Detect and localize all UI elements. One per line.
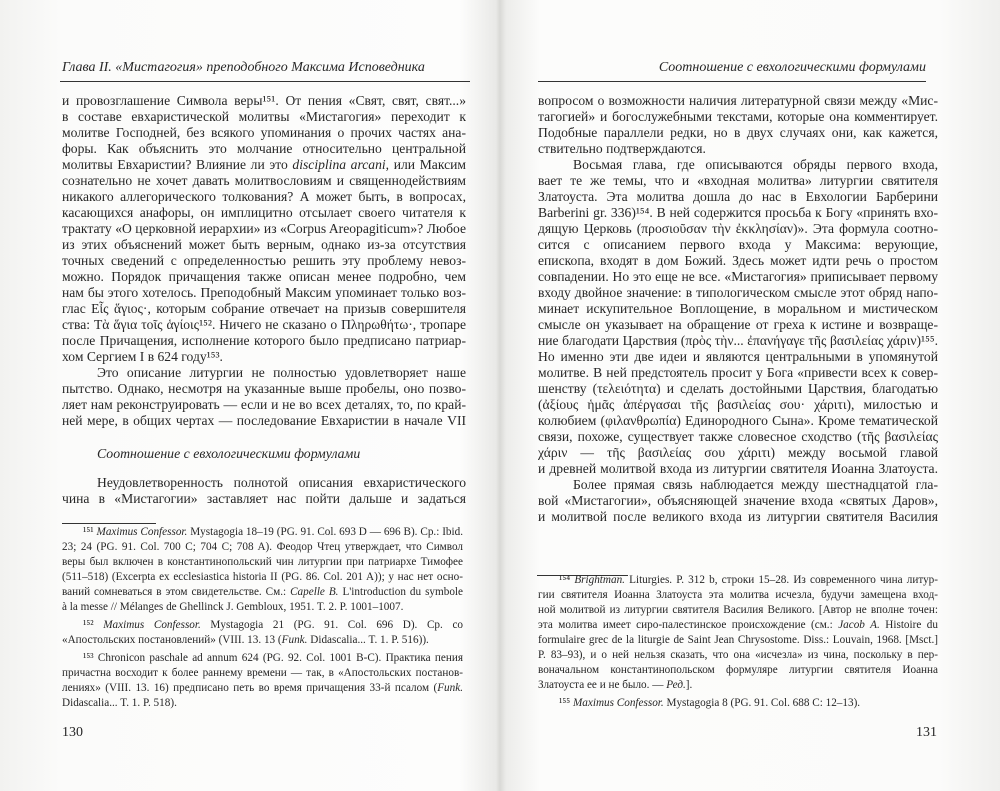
main-text-continued [62,475,466,507]
text-line [62,221,466,237]
text-line [538,573,938,588]
text-line [62,365,466,381]
text-run: сознательно не хочет давать молитвословиям и священнодействиям [62,173,466,188]
text-run: ной молитвой из литургии святителя Василия Великого. [Автор не вполне точен: [538,604,938,616]
text-line [62,491,466,507]
text-run: Liturgies. P. 312 b, строки 15–28. Из современного чина литур- [624,574,938,586]
text-run: тагогией» и богослужебными текстами, которые она комментирует. [538,109,938,124]
text-line [538,588,938,603]
text-run: никакого аллегорического толкования? А может быть, в вопросах, [62,189,466,204]
text-line [62,540,463,555]
text-run: Didascalia... T. 1. P. 518). [62,697,177,709]
italic-run: Maximus Confessor. [572,697,664,709]
text-run: форы. Как объяснить это молчание относительно центральной [62,141,466,156]
text-run: Златоуста ее и не было. — [538,679,667,691]
text-line [538,269,938,285]
text-run: L'introduction du symbole [338,586,463,598]
text-line [538,493,938,509]
text-run: лениях» (VIII. 13. 16) предписано петь во время причащения 33-й псалом ( [62,682,438,694]
text-run: в составе евхаристической молитвы «Мистагогия» переходит к [62,109,466,124]
text-run: Восьмая глава, где описываются обряды первого входа, [573,157,938,172]
main-text [62,93,466,429]
text-line [62,570,463,585]
text-run: ляет нам реконструировать — если и не во всех деталях, то, по край- [62,397,466,412]
italic-run: Maximus Confessor. [96,526,188,538]
text-run: вает те же темы, что и «входная молитва» литургии святителя [538,173,938,188]
text-run: à la messe // Mélanges de Ghellinck J. Gembloux, 1951. T. 2. P. 1001–1007. [62,601,404,613]
text-line [538,125,938,141]
text-line [538,253,938,269]
text-line [62,681,463,696]
text-run: ¹⁵⁵ [559,697,573,709]
text-run: смысле он указывает на обращение от греха к истине и возвраще- [538,317,938,332]
running-header: Глава II. «Мистагогия» преподобного Максима Исповедника [62,60,425,75]
text-line [62,600,463,615]
text-line [62,269,466,285]
text-run: ней мере, в общих чертах — последование Евхаристии в начале VII [62,413,466,428]
text-run: минает искупительное Воплощение, в моральном и мистическом [538,301,938,316]
text-run: ние благодати Царствия (πρὸς τὴν... ἐπανήγαγε τῆς βασιλείας χάριν)¹⁵⁵. [538,333,938,348]
text-run: Это описание литургии не полностью удовлетворяет наше [97,365,466,380]
text-run: (ἀξίους ἡμᾶς ἀπέργασαι τῆς βασιλείας σου· χάριτι), милостью и [538,397,938,412]
text-line [538,397,938,413]
text-run: χάριν — τῆς βασιλείας σου χάριτι) между восьмой главой [538,445,938,460]
text-run: трактату «О церковной иерархии» из «Corpus Areopagiticum»? Любое [62,221,466,236]
text-line [538,663,938,678]
text-run: совпадении. Но это еще не все. «Мистагогия» приписывает первому [538,269,938,284]
text-line [62,475,466,491]
text-line [538,93,938,109]
text-run: ¹⁵³ Chronicon paschale ad annum 624 (PG. 92. Col. 1001 B-C). Практика пения [83,652,463,664]
text-line [538,109,938,125]
text-line [62,301,466,317]
text-run: 23; 24 (PG. 91. Col. 700 C; 704 C; 708 A). Феодор Чтец утверждает, что Символ [62,541,463,553]
text-line [538,333,938,349]
header-rule [538,81,926,82]
text-line [62,93,466,109]
text-line [538,237,938,253]
text-line [538,157,938,173]
text-line [538,633,938,648]
text-line [538,141,938,157]
text-line [538,205,938,221]
text-run: молитвы Евхаристии? Влияние ли это [62,157,293,172]
text-line [62,651,463,666]
text-line [62,125,466,141]
text-run: шенству (τελειότητα) и сделать достойными Царствия, благодатью [538,381,938,396]
text-line [62,555,463,570]
footnotes [62,525,463,714]
text-run: касающихся анафоры, он имплицитно отсылает своего читателя к [62,205,466,220]
text-run: (511–518) (Excerpta ex ecclesiastica historia II (PG. 86. Col. 201 A)); у нас нет осно- [62,571,463,583]
text-run: глас Εἷς ἅγιος·, которым собрание отвечает на призыв совершителя [62,301,466,316]
text-line [538,429,938,445]
text-run: ]. [685,679,693,691]
footnotes [538,573,938,714]
text-line [62,253,466,269]
text-run: ствительно подтверждаются. [538,141,706,156]
text-run: Histoire du [879,619,938,631]
text-line [538,285,938,301]
text-line [62,696,463,711]
text-run: эта молитва имеет сиро-палестинское происхождение (см.: [538,619,839,631]
text-line [538,365,938,381]
text-run: Неудовлетворенность полнотой описания евхаристического [97,475,466,490]
text-run: Mystagogia 18–19 (PG. 91. Col. 693 D — 696 B). Ср.: Ibid. [187,526,463,538]
text-line [538,381,938,397]
text-line [62,141,466,157]
text-run: и молитвой после великого входа из литургии святителя Василия [538,509,938,524]
text-run: Подобные параллели редки, но в двух случаях они, как кажется, [538,125,938,140]
text-line [62,109,466,125]
text-line [538,173,938,189]
text-line [538,618,938,633]
footnote [62,651,463,711]
text-run: P. 83–93), и о ней нельзя сказать, что она «исчезла» из чина, поскольку в пер- [538,649,938,661]
footnote [62,525,463,615]
text-run: дящую Церковь (προσιοῦσαν τὴν ἐκκλησίαν)». Эта формула соотно- [538,221,938,236]
text-run: входу двойное значение: в типологическом смысле этот обряд напо- [538,285,938,300]
text-line [538,189,938,205]
text-run: из этих объяснений может быть верным, однако из-за отсутствия [62,237,466,252]
text-line [538,301,938,317]
text-run: колюбием (φιλανθρωπία) Единородного Сына». Кроме тематической [538,413,938,428]
section-heading: Соотношение с евхологическими формулами [97,446,361,461]
text-run: ства: Τὰ ἅγια τοῖς ἁγίοις¹⁵². Ничего не сказано о Πληρωθήτω·, тропаре [62,317,466,332]
text-run: Mystagogia 21 (PG. 91. Col. 696 D). Ср. со [210,619,463,631]
text-line [538,648,938,663]
text-run: formulaire grec de la liturgie de Saint Jean Chrysostome. Diss.: Louvain, 1968. [Msct.] [538,634,938,646]
footnote-rule [62,523,156,524]
text-line [62,189,466,205]
italic-run: Capelle B. [290,586,339,598]
text-line [538,509,938,525]
footnote [538,573,938,693]
text-line [62,633,463,648]
text-run: молитве Господней, без всякого упоминания о прочих частях ана- [62,125,466,140]
text-run: и древней молитвой входа из литургии святителя Иоанна Златоуста. [538,461,938,476]
text-line [62,237,466,253]
italic-run: Jacob A. [838,619,880,631]
text-run: нам бы этого хотелось. Преподобный Максим упоминает только воз- [62,285,466,300]
text-line [62,349,466,365]
text-line [62,618,463,633]
footnote [62,618,463,648]
text-run: Но именно эти две идеи и являются центральными в упомянутой [538,349,938,364]
right-page [500,0,1000,791]
text-line [538,678,938,693]
italic-run: Maximus Confessor. [103,619,201,631]
text-run: можно. Порядок причащения также описан менее подробно, чем [62,269,466,284]
text-line [538,445,938,461]
text-run: вой «Мистагогии», объясняющей значение входа «святых Даров», [538,493,938,508]
italic-run: disciplina arcani [292,157,386,172]
italic-run: Brightman. [574,574,625,586]
text-run: связи, похоже, существует также словесное сходство (τῆς βασιλείας [538,429,938,444]
header-rule [60,81,470,82]
text-run: Barberini gr. 336)¹⁵⁴. В ней содержится просьба к Богу «принять вхо- [538,205,938,220]
text-line [62,317,466,333]
running-header: Соотношение с евхологическими формулами [658,60,926,75]
text-run: воначальном константинопольском формуляре литургии святителя Иоанна [538,664,938,676]
italic-run: Ред. [666,679,686,691]
text-line [62,157,466,173]
text-run: чина в «Мистагогии» заставляет нас пойти дальше и задаться [62,491,466,506]
text-line [538,317,938,333]
text-line [538,477,938,493]
footnote [538,696,938,711]
text-line [538,461,938,477]
page-number: 130 [62,725,83,740]
text-run: епископа, входят в дом Божий. Здесь может идти речь о простом [538,253,938,268]
text-line [62,285,466,301]
text-run: Didascalia... T. 1. P. 516)). [307,634,429,646]
italic-run: Funk. [281,634,308,646]
text-run: сится с описанием первого входа у Максима: верующие, [538,237,938,252]
text-line [62,397,466,413]
text-run: ¹⁵⁴ [559,574,575,586]
text-line [62,205,466,221]
text-line [538,603,938,618]
text-run: , или Максим [385,157,466,172]
text-run: вопросом о возможности наличия литературной связи между «Мис- [538,93,938,108]
main-text [538,93,938,525]
text-run: Златоуста. Эта молитва дошла до нас в Евхологии Барберини [538,189,938,204]
text-line [538,413,938,429]
text-line [538,221,938,237]
text-run: точных сведений с определенностью решить эту проблему невоз- [62,253,466,268]
text-line [62,525,463,540]
text-run: хом Сергием I в 624 году¹⁵³. [62,349,223,364]
text-run: гии святителя Иоанна Златоуста эта молитва исчезла, будучи замещена вход- [538,589,938,601]
text-run: после Причащения, исполнение которого было предписано патриар- [62,333,466,348]
text-run: Более прямая связь наблюдается между шестнадцатой гла- [573,477,938,492]
text-run: ваний сомневаться в этом свидетельстве. См.: [62,586,291,598]
text-line [62,173,466,189]
text-line [62,413,466,429]
text-line [62,381,466,397]
text-run: причастна восходит к более раннему времени — так, в «Апостольских постанов- [62,667,463,679]
text-line [538,349,938,365]
text-line [62,585,463,600]
text-line [62,333,466,349]
text-run: «Апостольских постановлений» (VIII. 13. 13 ( [62,634,282,646]
page-number: 131 [916,725,937,740]
text-run: Mystagogia 8 (PG. 91. Col. 688 C: 12–13). [663,697,861,709]
text-line [538,696,938,711]
italic-run: Funk. [437,682,463,694]
text-run: ¹⁵¹ [83,526,97,538]
text-run: ¹⁵² [83,619,104,631]
text-line [62,666,463,681]
text-run: и провозглашение Символа веры¹⁵¹. От пения «Свят, свят, свят...» [62,93,466,108]
text-run: молитве. В ней предстоятель просит у Бога «привести всех к совер- [538,365,938,380]
text-run: веры был включен в константинопольский чин литургии при патриархе Тимофее [62,556,463,568]
text-run: пытство. Однако, несмотря на указанные выше пробелы, оно позво- [62,381,466,396]
